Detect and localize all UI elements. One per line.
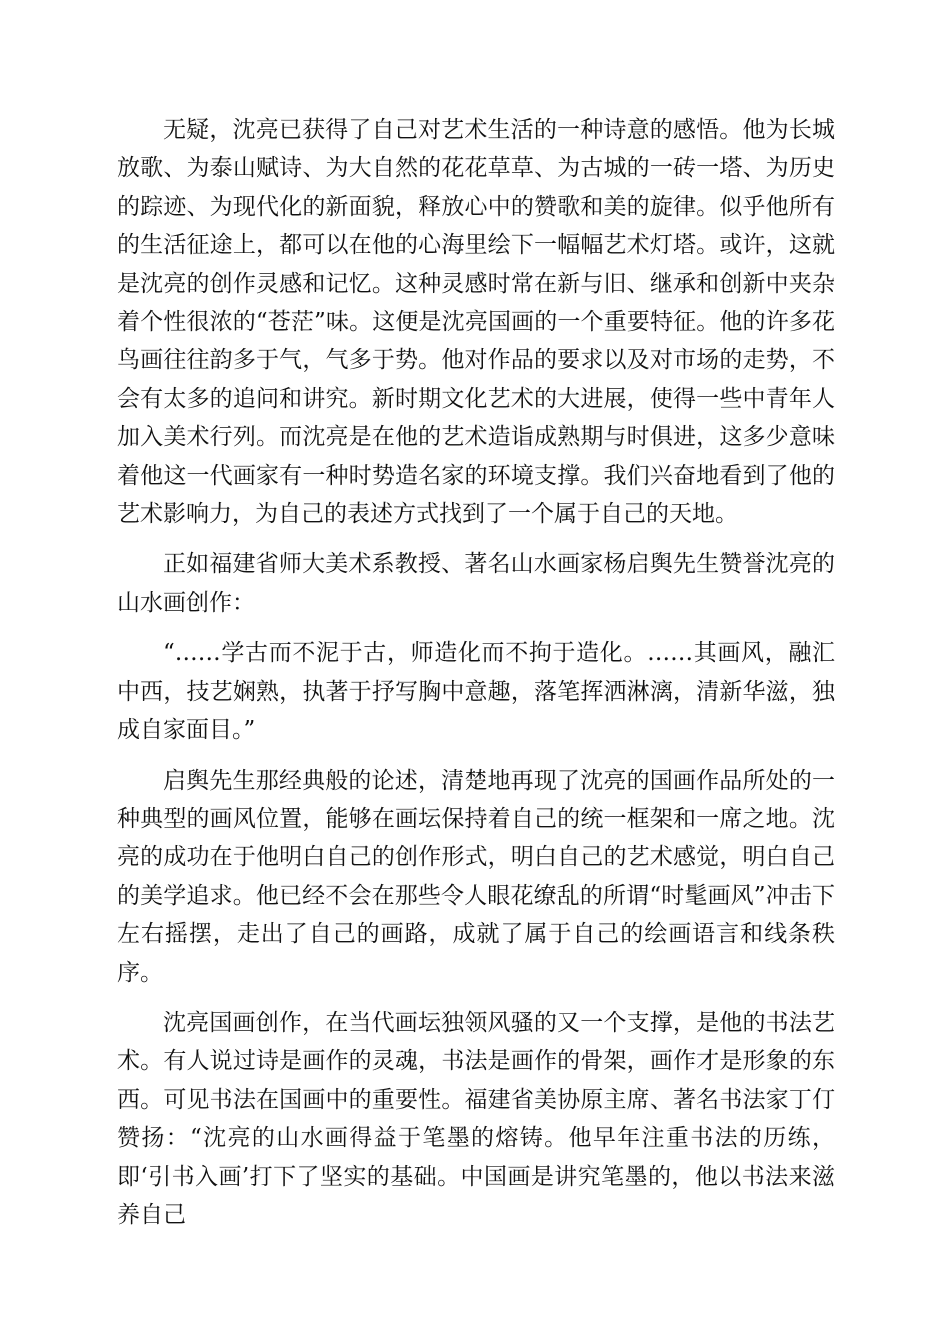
- article-body: [117, 111, 835, 1234]
- paragraph-yang-qiyu-intro: 正如福建省师大美术系教授、著名山水画家杨启舆先生赞誉沈亮的山水画创作：: [117, 551, 835, 616]
- paragraph-calligraphy: 沈亮国画创作，在当代画坛独领风骚的又一个支撑，是他的书法艺术。有人说过诗是画作的灵魂，书法是画作的骨架，画作才是形象的东西。可见书法在国画中的重要性。福建省美协原主席、著名书法家丁仃赞扬：“沈亮的山水画得益于笔墨的熔铸。他早年注重书法的历练，即‘引书入画’打下了坚实的基础。中国画是讲究笔墨的，他以书法来滋养自己: [117, 1009, 835, 1228]
- paragraph-artistic-perception: 无疑，沈亮已获得了自己对艺术生活的一种诗意的感悟。他为长城放歌、为泰山赋诗、为大自然的花花草草、为古城的一砖一塔、为历史的踪迹、为现代化的新面貌，释放心中的赞歌和美的旋律。似乎他所有的生活征途上，都可以在他的心海里绘下一幅幅艺术灯塔。或许，这就是沈亮的创作灵感和记忆。这种灵感时常在新与旧、继承和创新中夹杂着个性很浓的“苍茫”味。这便是沈亮国画的一个重要特征。他的许多花鸟画往往韵多于气，气多于势。他对作品的要求以及对市场的走势，不会有太多的追问和讲究。新时期文化艺术的大进展，使得一些中青年人加入美术行列。而沈亮是在他的艺术造诣成熟期与时俱进，这多少意味着他这一代画家有一种时势造名家的环境支撑。我们兴奋地看到了他的艺术影响力，为自己的表述方式找到了一个属于自己的天地。: [117, 117, 835, 528]
- paragraph-style-position: 启舆先生那经典般的论述，清楚地再现了沈亮的国画作品所处的一种典型的画风位置，能够在画坛保持着自己的统一框架和一席之地。沈亮的成功在于他明白自己的创作形式，明白自己的艺术感觉，明白自己的美学追求。他已经不会在那些令人眼花缭乱的所谓“时髦画风”冲击下左右摇摆，走出了自己的画路，成就了属于自己的绘画语言和线条秩序。: [117, 767, 835, 986]
- paragraph-yang-qiyu-quote: “……学古而不泥于古，师造化而不拘于造化。……其画风，融汇中西，技艺娴熟，执著于抒写胸中意趣，落笔挥洒淋漓，清新华滋，独成自家面目。”: [117, 640, 835, 744]
